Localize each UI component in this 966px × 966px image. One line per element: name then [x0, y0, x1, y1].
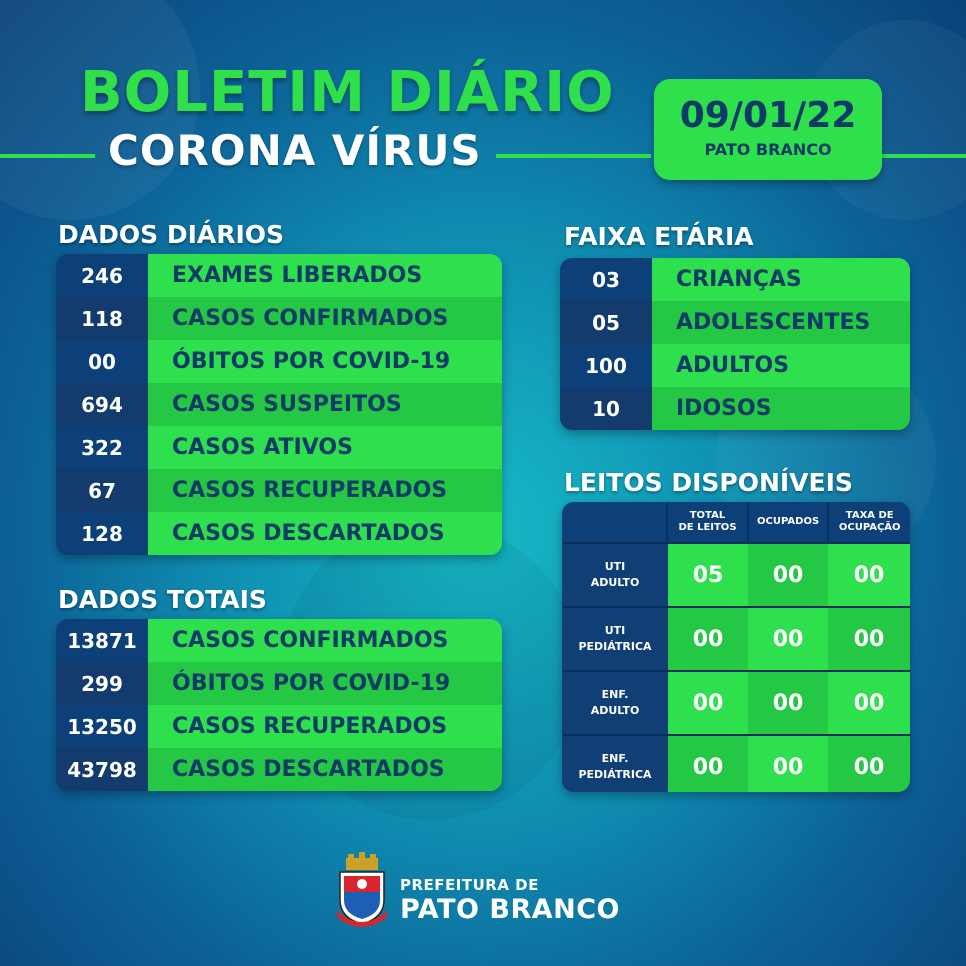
table-row — [56, 254, 502, 297]
beds-row — [562, 606, 910, 670]
row-label: CASOS SUSPEITOS — [148, 383, 502, 426]
row-value: 13871 — [56, 619, 148, 662]
section-title-leitos: LEITOS DISPONÍVEIS — [564, 468, 853, 497]
row-label: CRIANÇAS — [652, 258, 910, 301]
row-value: 100 — [560, 344, 652, 387]
row-label: CASOS RECUPERADOS — [148, 469, 502, 512]
table-row — [56, 469, 502, 512]
row-label: IDOSOS — [652, 387, 910, 430]
beds-cell-ocupados: 00 — [748, 672, 828, 734]
beds-row-label: ENF. PEDIÁTRICA — [562, 736, 668, 792]
footer-prefeitura: PREFEITURA DE — [400, 876, 539, 894]
beds-header-corner — [562, 502, 666, 542]
row-value: 128 — [56, 512, 148, 555]
beds-row-label: ENF. ADULTO — [562, 672, 668, 734]
header-rule — [880, 154, 966, 158]
header-rule — [496, 154, 651, 158]
table-row — [56, 340, 502, 383]
beds-cell-taxa: 00 — [828, 544, 910, 606]
bulletin-subtitle: CORONA VÍRUS — [108, 126, 482, 175]
beds-cell-total: 00 — [668, 608, 748, 670]
bulletin-city: PATO BRANCO — [704, 140, 832, 159]
beds-row-label: UTI PEDIÁTRICA — [562, 608, 668, 670]
header-taxa-ocupacao: TAXA DE OCUPAÇÃO — [827, 502, 910, 542]
table-row — [560, 301, 910, 344]
section-title-dados-diarios: DADOS DIÁRIOS — [58, 220, 285, 249]
row-value: 322 — [56, 426, 148, 469]
header-rule — [0, 154, 95, 158]
beds-cell-taxa: 00 — [828, 736, 910, 792]
row-value: 03 — [560, 258, 652, 301]
table-row — [56, 512, 502, 555]
beds-row-label: UTI ADULTO — [562, 544, 668, 606]
table-row — [560, 344, 910, 387]
daily-data-table — [56, 254, 502, 555]
total-data-table — [56, 619, 502, 791]
row-value: 00 — [56, 340, 148, 383]
age-group-table — [560, 258, 910, 430]
row-value: 10 — [560, 387, 652, 430]
bulletin-title: BOLETIM DIÁRIO — [80, 60, 615, 125]
row-value: 05 — [560, 301, 652, 344]
table-row — [56, 662, 502, 705]
row-value: 67 — [56, 469, 148, 512]
row-label: CASOS ATIVOS — [148, 426, 502, 469]
beds-table — [562, 502, 910, 792]
row-label: CASOS DESCARTADOS — [148, 512, 502, 555]
row-label: CASOS CONFIRMADOS — [148, 297, 502, 340]
row-value: 43798 — [56, 748, 148, 791]
section-title-faixa-etaria: FAIXA ETÁRIA — [564, 222, 754, 251]
beds-cell-taxa: 00 — [828, 608, 910, 670]
beds-row — [562, 542, 910, 606]
row-value: 118 — [56, 297, 148, 340]
section-title-dados-totais: DADOS TOTAIS — [58, 585, 267, 614]
row-value: 694 — [56, 383, 148, 426]
header-ocupados: OCUPADOS — [747, 502, 828, 542]
table-row — [56, 426, 502, 469]
row-value: 13250 — [56, 705, 148, 748]
row-label: CASOS DESCARTADOS — [148, 748, 502, 791]
beds-cell-taxa: 00 — [828, 672, 910, 734]
table-row — [56, 748, 502, 791]
table-row — [56, 619, 502, 662]
table-row — [56, 705, 502, 748]
row-label: EXAMES LIBERADOS — [148, 254, 502, 297]
beds-cell-ocupados: 00 — [748, 544, 828, 606]
row-label: CASOS RECUPERADOS — [148, 705, 502, 748]
row-label: ÓBITOS POR COVID-19 — [148, 340, 502, 383]
footer-city-name: PATO BRANCO — [400, 894, 621, 925]
date-badge — [654, 79, 882, 180]
row-value: 246 — [56, 254, 148, 297]
table-row — [56, 297, 502, 340]
table-row — [560, 258, 910, 301]
beds-cell-ocupados: 00 — [748, 608, 828, 670]
row-label: ÓBITOS POR COVID-19 — [148, 662, 502, 705]
row-label: ADULTOS — [652, 344, 910, 387]
beds-cell-total: 00 — [668, 672, 748, 734]
header-total-leitos: TOTAL DE LEITOS — [666, 502, 747, 542]
beds-cell-ocupados: 00 — [748, 736, 828, 792]
table-row — [56, 383, 502, 426]
beds-row — [562, 670, 910, 734]
row-value: 299 — [56, 662, 148, 705]
beds-table-header — [562, 502, 910, 542]
beds-cell-total: 00 — [668, 736, 748, 792]
row-label: CASOS CONFIRMADOS — [148, 619, 502, 662]
table-row — [560, 387, 910, 430]
row-label: ADOLESCENTES — [652, 301, 910, 344]
bulletin-date: 09/01/22 — [679, 95, 857, 136]
beds-row — [562, 734, 910, 792]
city-crest-icon — [334, 852, 390, 932]
beds-cell-total: 05 — [668, 544, 748, 606]
